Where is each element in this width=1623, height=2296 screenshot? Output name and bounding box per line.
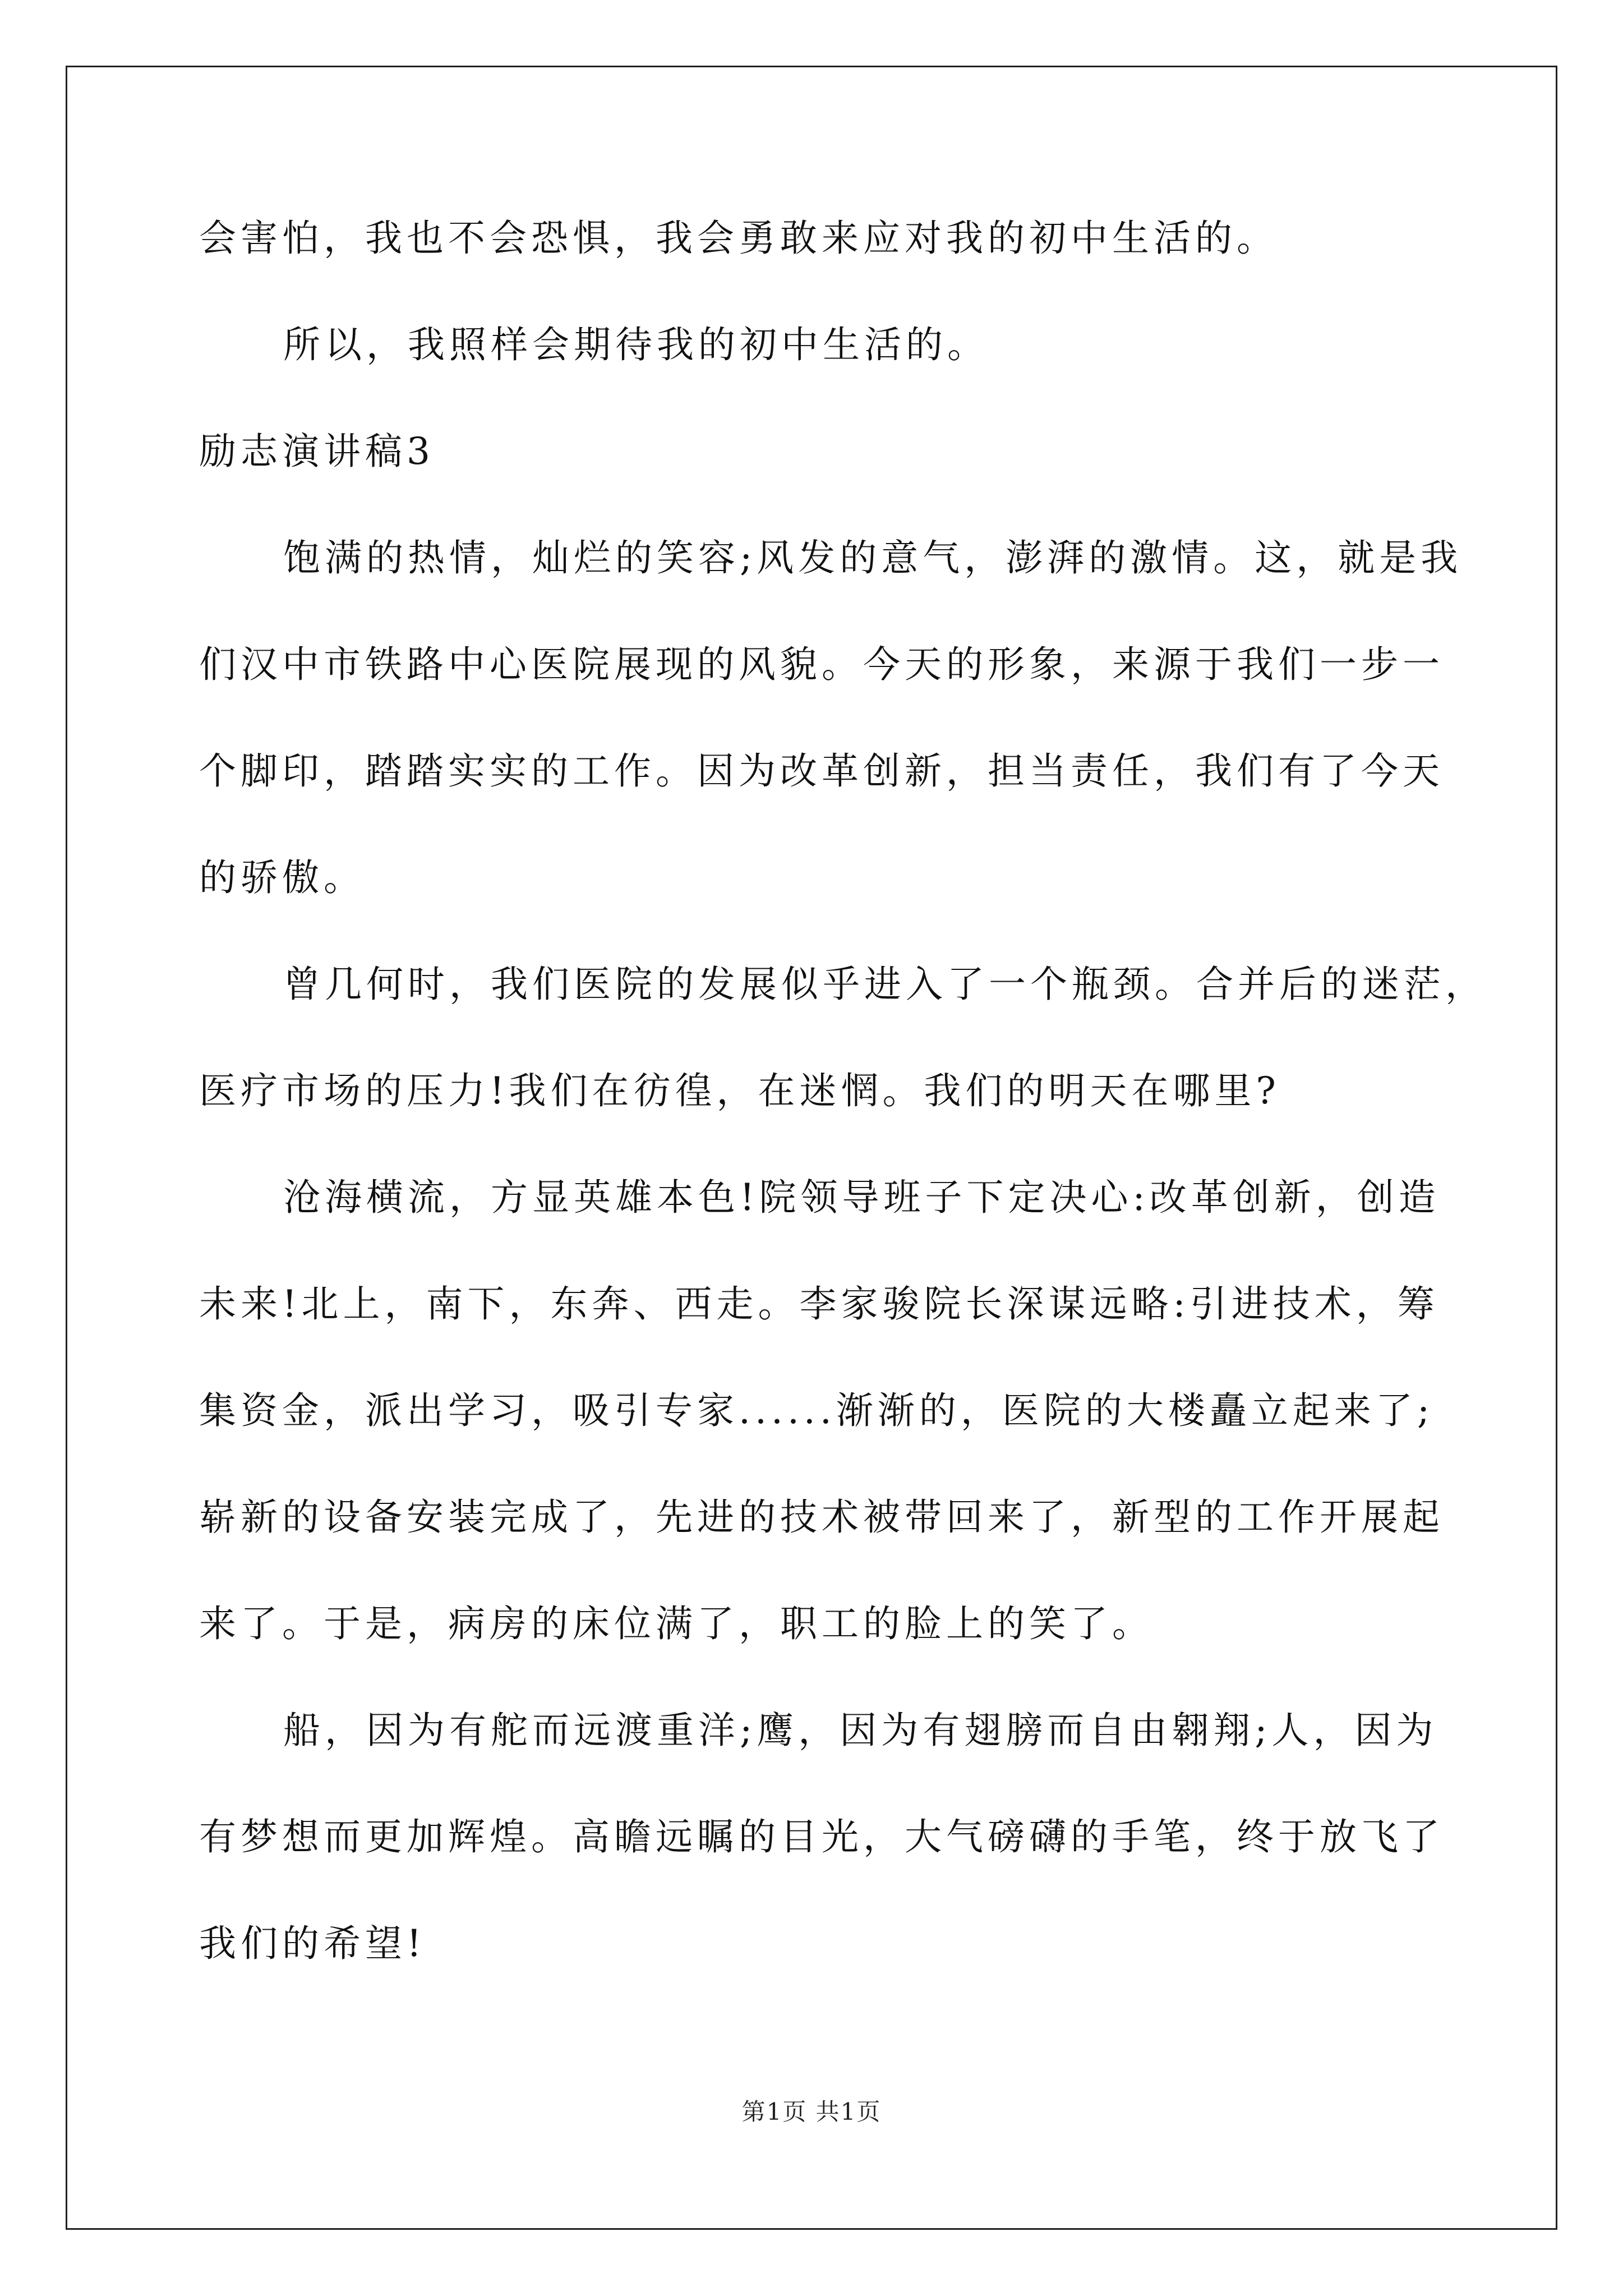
page-border	[66, 66, 1557, 2230]
text-line: 曾几何时，我们医院的发展似乎进入了一个瓶颈。合并后的迷茫，	[283, 963, 1487, 1006]
page-number: 第1页 共1页	[741, 2098, 882, 2125]
text-line: 有梦想而更加辉煌。高瞻远瞩的目光，大气磅礴的手笔，终于放飞了	[199, 1815, 1444, 1858]
text-line: 饱满的热情，灿烂的笑容;风发的意气，澎湃的激情。这，就是我	[283, 536, 1463, 579]
text-line: 会害怕，我也不会恐惧，我会勇敢来应对我的初中生活的。	[199, 217, 1278, 260]
text-line: 的骄傲。	[199, 856, 365, 899]
section-heading: 励志演讲稿3	[199, 430, 435, 473]
text-line: 来了。于是，病房的床位满了，职工的脸上的笑了。	[199, 1602, 1154, 1645]
text-line: 沧海横流，方显英雄本色!院领导班子下定决心:改革创新，创造	[283, 1176, 1440, 1219]
text-line: 个脚印，踏踏实实的工作。因为改革创新，担当责任，我们有了今天	[199, 749, 1444, 793]
text-line: 船，因为有舵而远渡重洋;鹰，因为有翅膀而自由翱翔;人，因为	[283, 1709, 1438, 1752]
text-line: 医疗市场的压力!我们在彷徨，在迷惘。我们的明天在哪里?	[199, 1069, 1280, 1112]
text-line: 们汉中市铁路中心医院展现的风貌。今天的形象，来源于我们一步一	[199, 643, 1444, 686]
text-line: 所以，我照样会期待我的初中生活的。	[283, 323, 989, 366]
text-line: 未来!北上，南下，东奔、西走。李家骏院长深谋远略:引进技术，筹	[199, 1282, 1439, 1326]
text-line: 我们的希望!	[199, 1922, 426, 1965]
text-line: 崭新的设备安装完成了，先进的技术被带回来了，新型的工作开展起	[199, 1496, 1444, 1539]
text-line: 集资金，派出学习，吸引专家......渐渐的，医院的大楼矗立起来了;	[199, 1389, 1435, 1432]
